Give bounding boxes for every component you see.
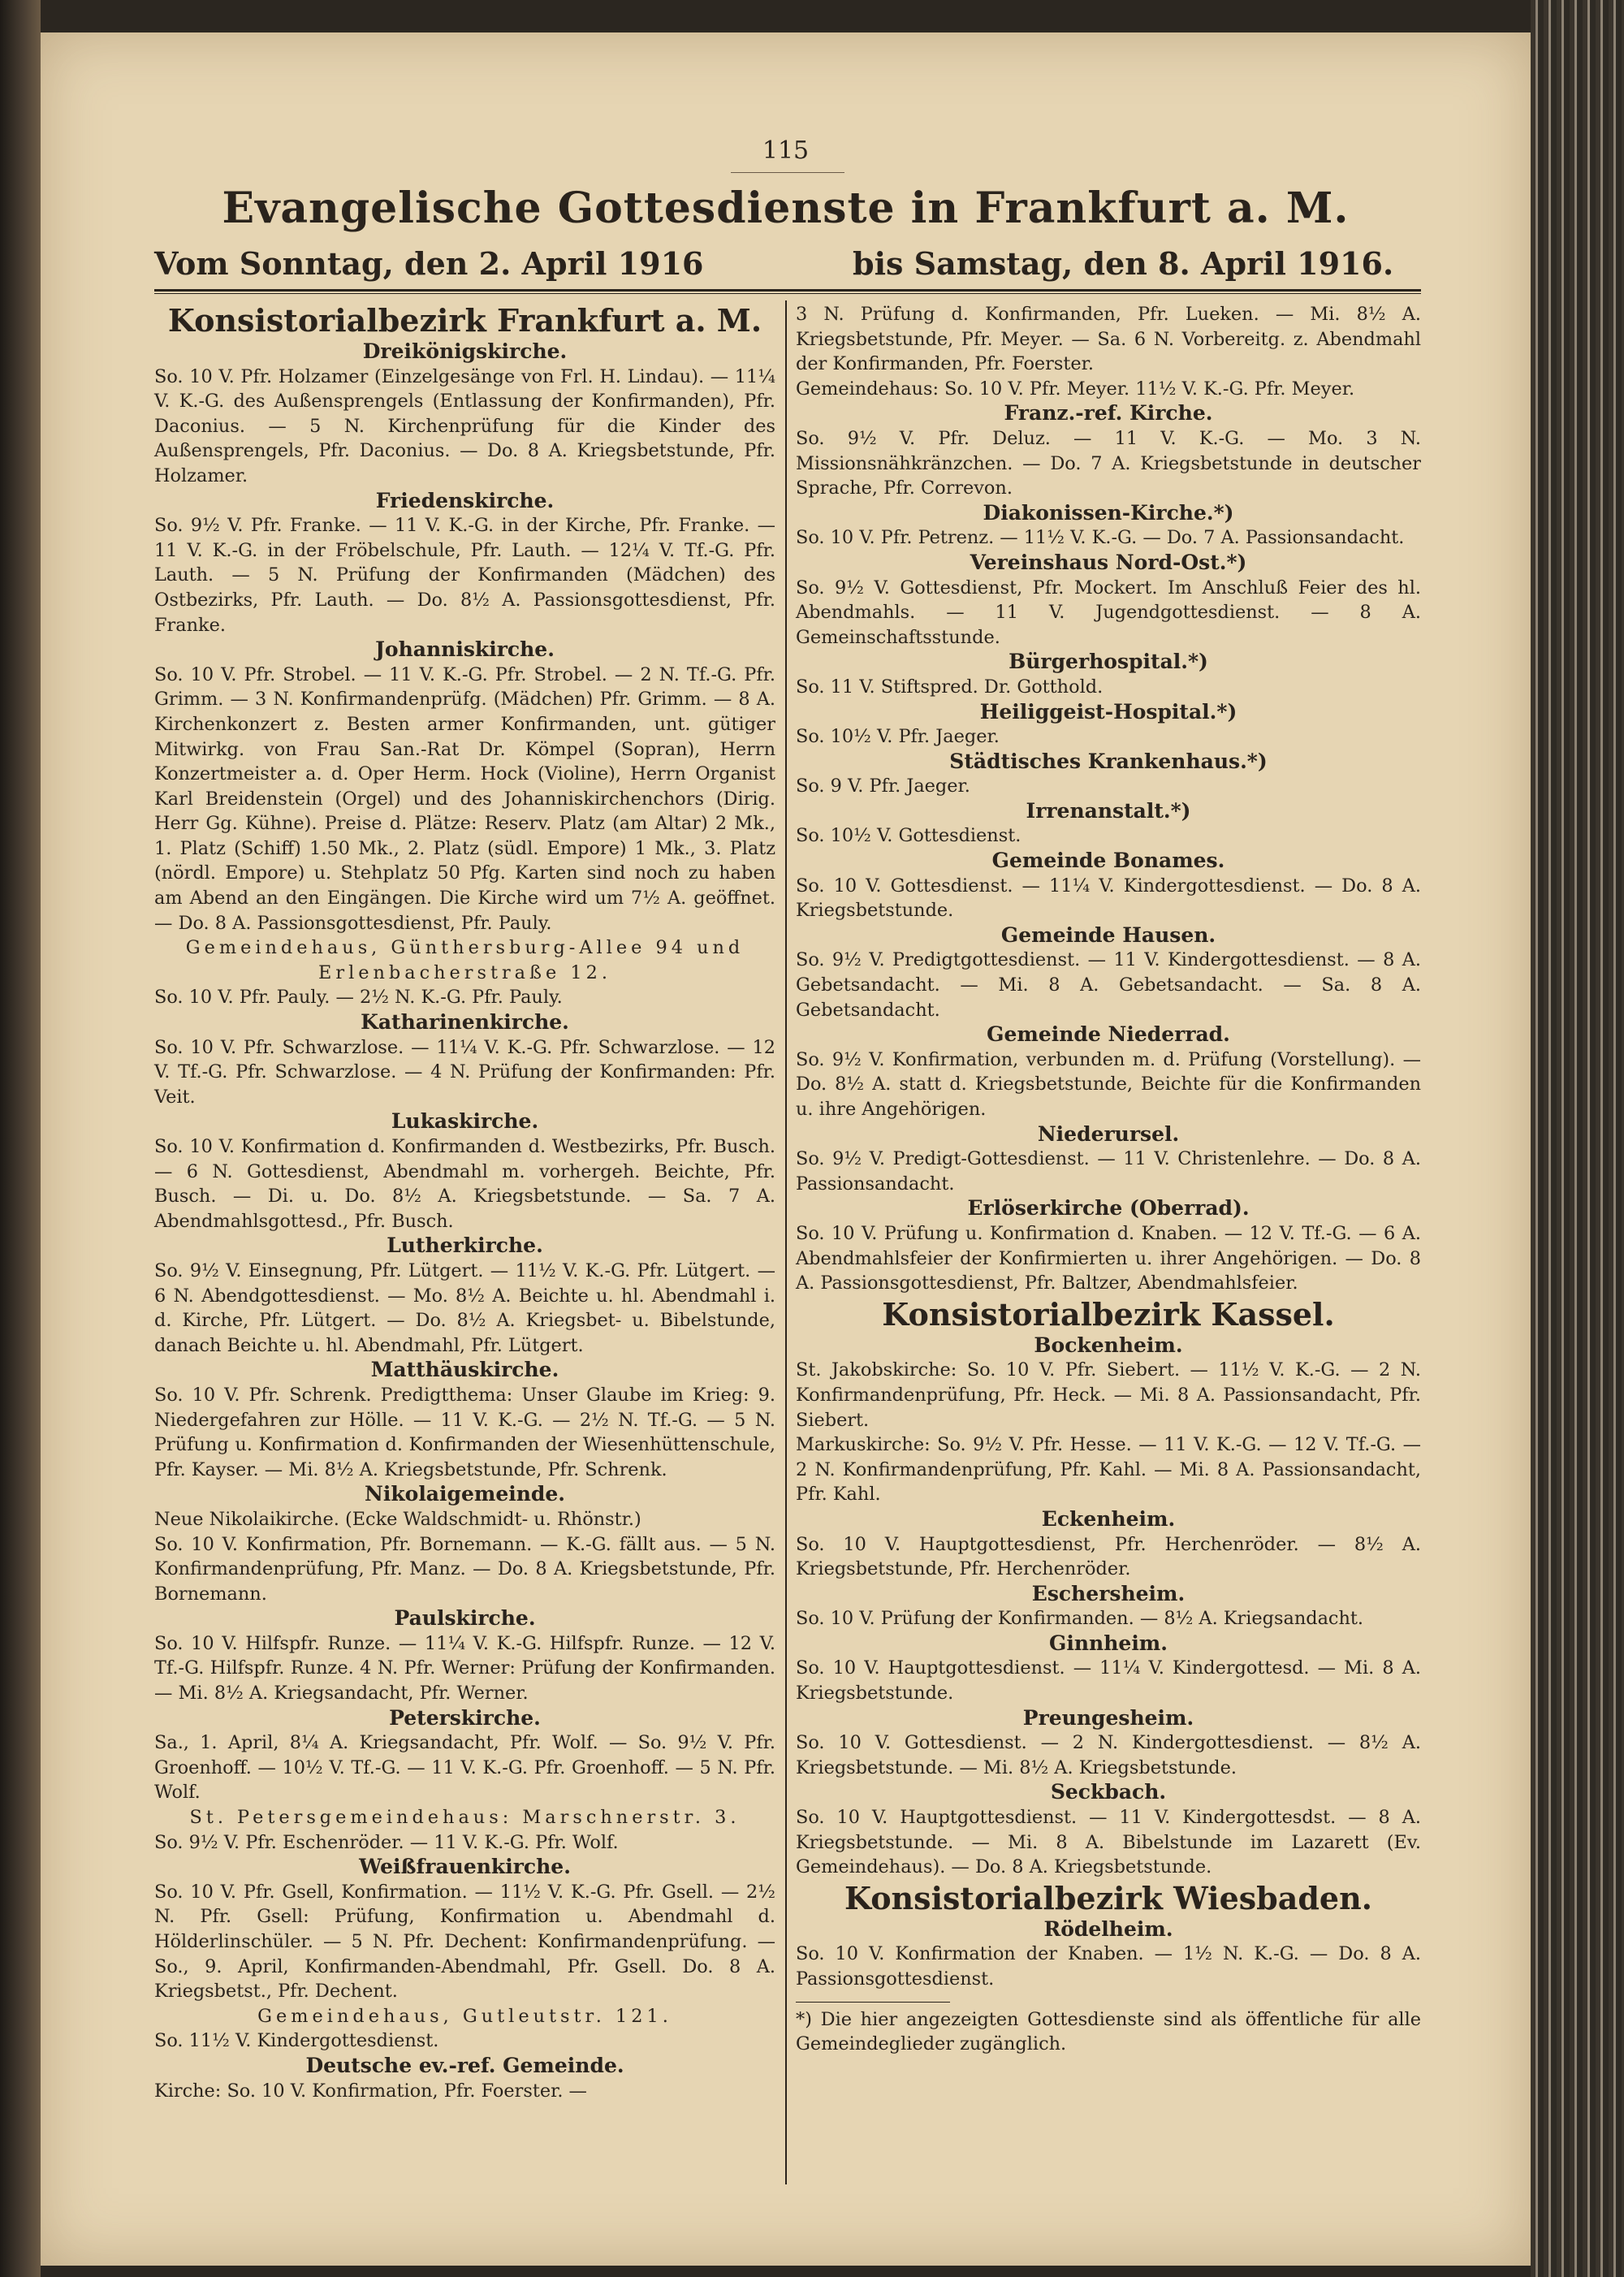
service-text: So. 10 V. Pfr. Schwarzlose. — 11¼ V. K.-G. Pfr. Schwarzlose. — 12 V. Tf.-G. Pfr. Schwarzlose. — 4 N. Prüfung der Konfirmanden: Pfr. Veit.	[154, 1036, 775, 1108]
church-heading: Deutsche ev.-ref. Gemeinde.	[305, 2053, 624, 2077]
service-text: So. 10 V. Pfr. Holzamer (Einzelgesänge von Frl. H. Lindau). — 11¼ V. K.-G. des Außensprengels (Entlassung der Konfirmanden), Pfr. Daconius. — 5 N. Kirchenprüfung für die Kinder des Außensprengels, Pfr. Daconius. — Do. 8 A. Kriegsbetstunde, Pfr. Holzamer.	[154, 365, 775, 486]
church-heading: Diakonissen-Kirche.*)	[983, 500, 1234, 525]
page-number-rule	[731, 172, 844, 173]
date-to: bis Samstag, den 8. April 1916.	[853, 245, 1394, 282]
service-text: Sa., 1. April, 8¼ A. Kriegsandacht, Pfr. Wolf. — So. 9½ V. Pfr. Groenhoff. — 10½ V. Tf.-G. — 11 V. K.-G. Pfr. Groenhoff. — 5 N. Pfr. Wolf.	[154, 1732, 775, 1804]
service-text: So. 9½ V. Pfr. Eschenröder. — 11 V. K.-G. Pfr. Wolf.	[154, 1831, 619, 1853]
church-heading: Ginnheim.	[1049, 1631, 1168, 1655]
service-text: St. Jakobskirche: So. 10 V. Pfr. Siebert. — 11½ V. K.-G. — 2 N. Konfirmandenprüfung, Pfr. Heck. — Mi. 8 A. Passionsandacht, Pfr. Siebert.	[796, 1359, 1421, 1431]
church-heading: Weißfrauenkirche.	[359, 1855, 571, 1879]
church-heading: Niederursel.	[1037, 1121, 1180, 1146]
service-text: So. 10 V. Pfr. Gsell, Konfirmation. — 11½ V. K.-G. Pfr. Gsell. — 2½ N. Pfr. Gsell: Prüfung, Konfirmation u. Abendmahl d. Hölderlinschüler. — 5 N. Pfr. Dechent: Konfirmandenprüfung. — So., 9. April, Konfirmanden-Abendmahl, Pfr. Gsell. Do. 8 A. Kriegsbetst., Pfr. Dechent.	[154, 1881, 775, 2003]
church-heading: Gemeinde Hausen.	[1000, 922, 1216, 947]
church-heading: Irrenanstalt.*)	[1026, 798, 1191, 823]
church-heading: Katharinenkirche.	[361, 1010, 569, 1035]
header-rule-thin	[154, 293, 1421, 294]
service-text: So. 9½ V. Einsegnung, Pfr. Lütgert. — 11½ V. K.-G. Pfr. Lütgert. — 6 N. Abendgottesdienst. — Mo. 8½ A. Beichte u. hl. Abendmahl i. d. Kirche, Pfr. Lütgert. — Do. 8½ A. Kriegsbet- u. Bibelstunde, danach Beichte u. hl. Abendmahl, Pfr. Lütgert.	[154, 1259, 775, 1356]
service-text: So. 9 V. Pfr. Jaeger.	[796, 776, 970, 797]
church-heading: Lutherkirche.	[387, 1234, 543, 1258]
page-title: Evangelische Gottesdienste in Frankfurt a. M.	[222, 184, 1350, 233]
book-binding	[0, 0, 41, 2277]
church-heading: Johanniskirche.	[375, 637, 555, 662]
church-heading: Lukaskirche.	[391, 1109, 539, 1134]
service-text: So. 10 V. Gottesdienst. — 11¼ V. Kindergottesdienst. — Do. 8 A. Kriegsbetstunde.	[796, 875, 1421, 922]
section-heading: Konsistorialbezirk Wiesbaden.	[844, 1879, 1372, 1916]
service-text: So. 10 V. Hauptgottesdienst. — 11¼ V. Kindergottesd. — Mi. 8 A. Kriegsbetstunde.	[796, 1657, 1421, 1705]
church-heading: Gemeinde Niederrad.	[987, 1022, 1230, 1047]
venue-line: Gemeindehaus, Günthersburg-Allee 94 und Erlenbacherstraße 12.	[185, 937, 745, 983]
venue-line: St. Petersgemeindehaus: Marschnerstr. 3.	[189, 1807, 741, 1829]
section-heading: Konsistorialbezirk Frankfurt a. M.	[167, 302, 762, 339]
service-text: So. 9½ V. Predigt-Gottesdienst. — 11 V. Christenlehre. — Do. 8 A. Passionsandacht.	[796, 1148, 1421, 1195]
church-heading: Seckbach.	[1050, 1780, 1167, 1804]
service-text: Kirche: So. 10 V. Konfirmation, Pfr. Foerster. —	[154, 2080, 587, 2102]
service-text: So. 10 V. Konfirmation d. Konfirmanden d. Westbezirks, Pfr. Busch. — 6 N. Gottesdienst, Abendmahl m. vorhergeh. Beichte, Pfr. Busch. — Di. u. Do. 8½ A. Kriegsbetstunde. — Sa. 7 A. Abendmahlsgottesd., Pfr. Busch.	[154, 1136, 775, 1232]
right-column	[796, 302, 1421, 2057]
church-heading: Paulskirche.	[394, 1606, 536, 1631]
service-text: So. 9½ V. Predigtgottesdienst. — 11 V. Kindergottesdienst. — 8 A. Gebetsandacht. — Mi. 8 A. Gebetsandacht. — Sa. 8 A. Gebetsandacht.	[796, 949, 1421, 1021]
service-text: So. 10 V. Konfirmation der Knaben. — 1½ N. K.-G. — Do. 8 A. Passionsgottesdienst.	[796, 1943, 1421, 1990]
service-text: So. 11 V. Stiftspred. Dr. Gotthold.	[796, 676, 1104, 698]
service-text: So. 9½ V. Gottesdienst, Pfr. Mockert. Im Anschluß Feier des hl. Abendmahls. — 11 V. Jugendgottesdienst. — 8 A. Gemeinschaftsstunde.	[796, 577, 1421, 648]
service-text: Markuskirche: So. 9½ V. Pfr. Hesse. — 11 V. K.-G. — 12 V. Tf.-G. — 2 N. Konfirmandenprüfung, Pfr. Kahl. — Mi. 8 A. Passionsandacht, Pfr. Kahl.	[796, 1434, 1421, 1506]
service-text: So. 10 V. Pfr. Pauly. — 2½ N. K.-G. Pfr. Pauly.	[154, 987, 563, 1009]
service-text: So. 10½ V. Gottesdienst.	[796, 825, 1021, 847]
service-text: So. 9½ V. Konfirmation, verbunden m. d. Prüfung (Vorstellung). — Do. 8½ A. statt d. Kriegsbetstunde, Beichte für die Konfirmanden u. ihre Angehörigen.	[796, 1048, 1421, 1120]
church-heading: Preungesheim.	[1022, 1705, 1194, 1730]
service-text: So. 10 V. Pfr. Petrenz. — 11½ V. K.-G. — Do. 7 A. Passionsandacht.	[796, 527, 1405, 549]
church-heading: Matthäuskirche.	[370, 1358, 559, 1382]
church-heading: Vereinshaus Nord-Ost.*)	[970, 550, 1247, 574]
date-from: Vom Sonntag, den 2. April 1916	[154, 245, 704, 282]
church-heading: Franz.-ref. Kirche.	[1004, 401, 1213, 426]
church-heading: Eckenheim.	[1041, 1506, 1176, 1531]
text-line: Neue Nikolaikirche. (Ecke Waldschmidt- u. Rhönstr.)	[154, 1508, 641, 1530]
page-number: 115	[762, 136, 810, 165]
church-heading: Friedenskirche.	[375, 488, 555, 512]
column-divider	[785, 300, 787, 2184]
section-heading: Konsistorialbezirk Kassel.	[882, 1295, 1335, 1333]
service-text: Gemeindehaus: So. 10 V. Pfr. Meyer. 11½ V. K.-G. Pfr. Meyer.	[796, 378, 1355, 400]
header-rule	[154, 289, 1421, 292]
church-heading: Nikolaigemeinde.	[364, 1482, 566, 1506]
service-text: So. 10 V. Hilfspfr. Runze. — 11¼ V. K.-G. Hilfspfr. Runze. — 12 V. Tf.-G. Hilfspfr. Runze. 4 N. Pfr. Werner: Prüfung der Konfirmanden. — Mi. 8½ A. Kriegsandacht, Pfr. Werner.	[154, 1632, 775, 1705]
service-text: So. 10 V. Gottesdienst. — 2 N. Kindergottesdienst. — 8½ A. Kriegsbetstunde. — Mi. 8½ A. Kriegsbetstunde.	[796, 1732, 1421, 1778]
service-text: So. 10 V. Konfirmation, Pfr. Bornemann. — K.-G. fällt aus. — 5 N. Konfirmandenprüfung, Pfr. Manz. — Do. 8 A. Kriegsbetstunde, Pfr. Bornemann.	[154, 1533, 775, 1605]
venue-line: Gemeindehaus, Gutleutstr. 121.	[257, 2005, 672, 2027]
service-text: So. 11½ V. Kindergottesdienst.	[154, 2030, 439, 2052]
service-text: So. 10 V. Prüfung u. Konfirmation d. Knaben. — 12 V. Tf.-G. — 6 A. Abendmahlsfeier der Konfirmierten u. ihrer Angehörigen. — Do. 8 A. Passionsgottesdienst, Pfr. Baltzer, Abendmahlsfeier.	[796, 1222, 1421, 1294]
service-text: So. 10 V. Hauptgottesdienst, Pfr. Herchenröder. — 8½ A. Kriegsbetstunde, Pfr. Herchenröder.	[796, 1533, 1421, 1580]
church-heading: Eschersheim.	[1031, 1581, 1186, 1605]
service-text: So. 10 V. Prüfung der Konfirmanden. — 8½ A. Kriegsandacht.	[796, 1608, 1364, 1630]
footnote: *) Die hier angezeigten Gottesdienste sind als öffentliche für alle Gemeindeglieder zugänglich.	[796, 2008, 1421, 2055]
church-heading: Dreikönigskirche.	[362, 339, 568, 363]
church-heading: Heiliggeist-Hospital.*)	[979, 699, 1237, 724]
service-text: So. 10½ V. Pfr. Jaeger.	[796, 726, 1000, 748]
footnote-rule	[796, 2002, 950, 2003]
church-heading: Gemeinde Bonames.	[991, 849, 1225, 873]
church-heading: Erlöserkirche (Oberrad).	[967, 1196, 1250, 1221]
service-text: So. 9½ V. Pfr. Deluz. — 11 V. K.-G. — Mo. 3 N. Missionsnähkränzchen. — Do. 7 A. Kriegsbetstunde in deutscher Sprache, Pfr. Correvon.	[796, 427, 1421, 499]
service-text: So. 10 V. Hauptgottesdienst. — 11 V. Kindergottesdst. — 8 A. Kriegsbetstunde. — Mi. 8 A. Bibelstunde im Lazarett (Ev. Gemeindehaus). — Do. 8 A. Kriegsbetstunde.	[796, 1807, 1421, 1878]
service-text: So. 10 V. Pfr. Strobel. — 11 V. K.-G. Pfr. Strobel. — 2 N. Tf.-G. Pfr. Grimm. — 3 N. Konfirmandenprüfg. (Mädchen) Pfr. Grimm. — 8 A. Kirchenkonzert z. Besten armer Konfirmanden, unt. gütiger Mitwirkg. von Frau San.-Rat Dr. Kömpel (Sopran), Herrn Konzertmeister a. d. Oper Herm. Hock (Violine), Herrn Organist Karl Breidenstein (Orgel) und des Johanniskirchenchors (Dirig. Herr Gg. Kühne). Preise d. Plätze: Reserv. Platz (am Altar) 2 Mk., 1. Platz (Schiff) 1.50 Mk., 2. Platz (südl. Empore) 1 Mk., 3. Platz (nördl. Empore) u. Stehplatz 50 Pfg. Karten sind noch zu haben am Abend an den Eingängen. Die Kirche wird um 7½ A. geöffnet. — Do. 8 A. Passionsgottesdienst, Pfr. Pauly.	[154, 663, 775, 934]
service-text: So. 10 V. Pfr. Schrenk. Predigtthema: Unser Glaube im Krieg: 9. Niedergefahren zur Hölle. — 11 V. K.-G. — 2½ N. Tf.-G. — 5 N. Prüfung u. Konfirmation d. Konfirmanden der Wiesenhüttenschule, Pfr. Kayser. — Mi. 8½ A. Kriegsbetstunde, Pfr. Schrenk.	[154, 1384, 775, 1480]
church-heading: Rödelheim.	[1043, 1916, 1173, 1941]
church-heading: Bockenheim.	[1034, 1333, 1183, 1357]
book-page-edges	[1531, 0, 1624, 2277]
church-heading: Städtisches Krankenhaus.*)	[949, 749, 1268, 773]
text-line: 3 N. Prüfung d. Konfirmanden, Pfr. Lueken. — Mi. 8½ A. Kriegsbetstunde, Pfr. Meyer. — Sa. 6 N. Vorbereitg. z. Abendmahl der Konfirmanden, Pfr. Foerster.	[796, 304, 1421, 375]
left-column	[154, 302, 775, 2103]
service-text: So. 9½ V. Pfr. Franke. — 11 V. K.-G. in der Kirche, Pfr. Franke. — 11 V. K.-G. in der Fröbelschule, Pfr. Lauth. — 12¼ V. Tf.-G. Pfr. Lauth. — 5 N. Prüfung der Konfirmanden (Mädchen) des Ostbezirks, Pfr. Lauth. — Do. 8½ A. Passionsgottesdienst, Pfr. Franke.	[154, 515, 775, 636]
church-heading: Peterskirche.	[389, 1705, 541, 1730]
church-heading: Bürgerhospital.*)	[1009, 650, 1208, 674]
page	[41, 32, 1531, 2266]
